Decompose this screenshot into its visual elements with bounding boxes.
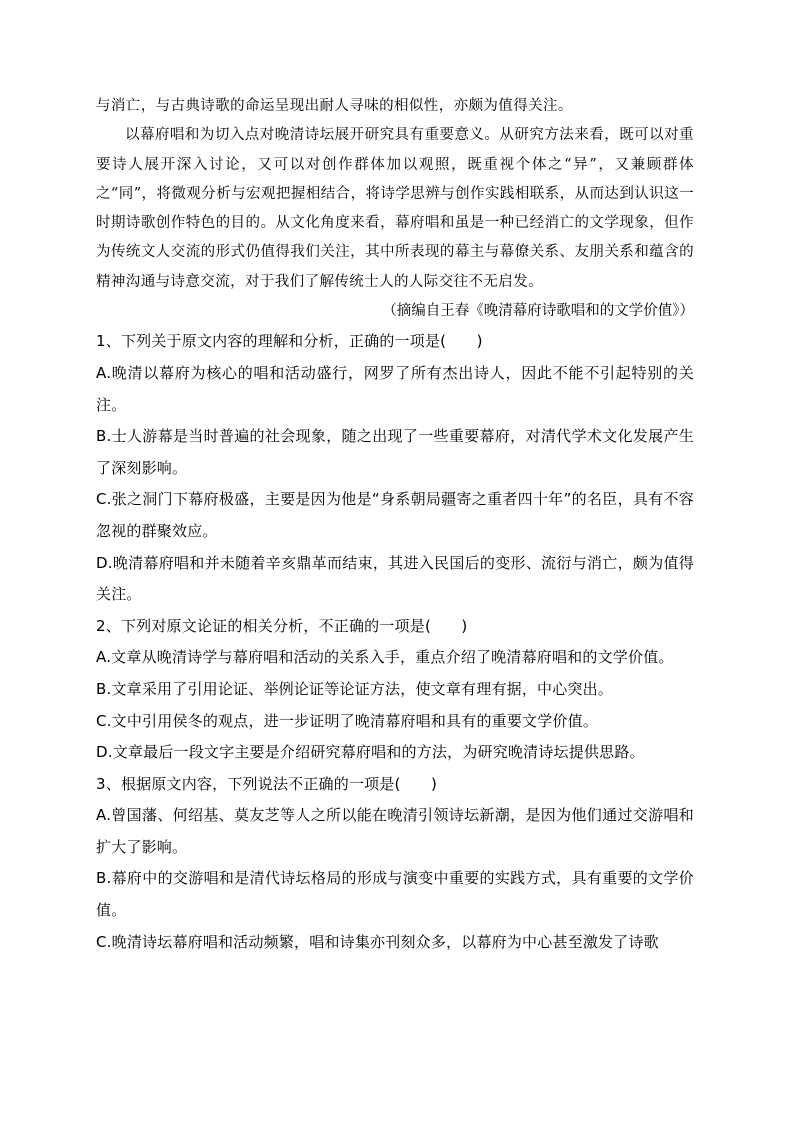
question-3 <box>96 769 694 959</box>
option-a: A.曾国藩、何绍基、莫友芝等人之所以能在晚清引领诗坛新潮，是因为他们通过交游唱和扩大了影响。 <box>96 806 694 856</box>
question-2 <box>96 611 694 769</box>
option-c: C.张之洞门下幕府极盛，主要是因为他是“身系朝局疆寄之重者四十年”的名臣，具有不容忽视的群聚效应。 <box>96 490 694 540</box>
option-d: D.文章最后一段文字主要是介绍研究幕府唱和的方法，为研究晚清诗坛提供思路。 <box>96 743 645 762</box>
option-c: C.晚清诗坛幕府唱和活动频繁，唱和诗集亦刊刻众多，以幕府为中心甚至激发了诗歌 <box>96 932 659 951</box>
option-a: A.晚清以幕府为核心的唱和活动盛行，网罗了所有杰出诗人，因此不能不引起特别的关注。 <box>96 363 694 414</box>
option-a: A.文章从晚清诗学与幕府唱和活动的关系入手，重点介绍了晚清幕府唱和的文学价值。 <box>96 648 674 667</box>
document-page <box>96 92 694 958</box>
option-b: B.幕府中的交游唱和是清代诗坛格局的形成与演变中重要的实践方式，具有重要的文学价值。 <box>96 869 694 920</box>
option-b: B.士人游幕是当时普遍的社会现象，随之出现了一些重要幕府，对清代学术文化发展产生了深刻影响。 <box>96 427 694 477</box>
option-b: B.文章采用了引用论证、举例论证等论证方法，使文章有理有据，中心突出。 <box>96 679 614 698</box>
option-c: C.文中引用侯冬的观点，进一步证明了晚清幕府唱和具有的重要文学价值。 <box>96 711 599 730</box>
question-stem: 1、下列关于原文内容的理解和分析，正确的一项是( ) <box>96 332 483 351</box>
option-d: D.晚清幕府唱和并未随着辛亥鼎革而结束，其进入民国后的变形、流衍与消亡，颇为值得关注。 <box>96 553 694 604</box>
question-stem: 3、根据原文内容，下列说法不正确的一项是( ) <box>96 774 438 793</box>
question-list <box>96 326 694 958</box>
passage-source: （摘编自王春《晚清幕府诗歌唱和的文学价值》） <box>382 303 694 320</box>
question-1 <box>96 326 694 610</box>
passage-paragraph: 以幕府唱和为切入点对晚清诗坛展开研究具有重要意义。从研究方法来看，既可以对重要诗人展开深入讨论，又可以对创作群体加以观照，既重视个体之“异”，又兼顾群体之“同”，将微观分析与宏观把握相结合，将诗学思辨与创作实践相联系，从而达到认识这一时期诗歌创作特色的目的。从文化角度来看，幕府唱和虽是一种已经消亡的文学现象，但作为传统文人交流的形式仍值得我们关注，其中所表现的幕主与幕僚关系、友朋关系和蕴含的精神沟通与诗意交流，对于我们了解传统士人的人际交往不无启发。 <box>96 127 694 290</box>
passage-continuation: 与消亡，与古典诗歌的命运呈现出耐人寻味的相似性，亦颇为值得关注。 <box>96 98 573 114</box>
question-stem: 2、下列对原文论证的相关分析，不正确的一项是( ) <box>96 616 468 635</box>
